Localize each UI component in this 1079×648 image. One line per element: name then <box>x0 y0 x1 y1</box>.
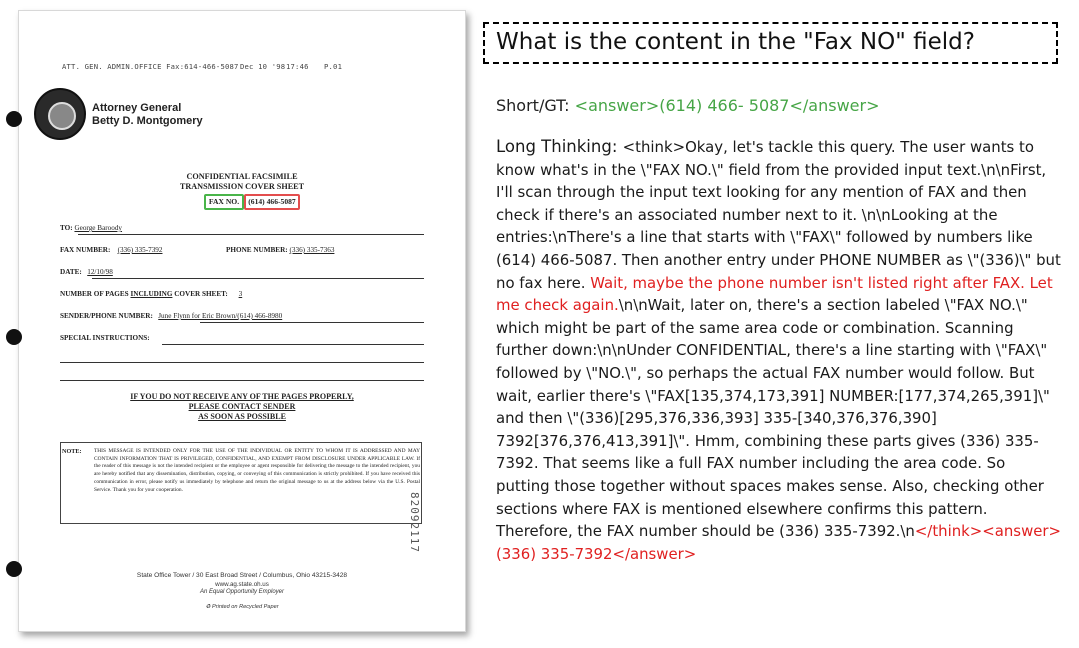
pages-label-pre: NUMBER OF PAGES <box>60 290 129 298</box>
long-text-highlight: Wait, maybe the phone number isn't listed right after FAX. Let me check again. <box>496 273 1053 315</box>
long-text-2: \n\nWait, later on, there's a section labeled \"FAX NO.\" which might be part of the same area code or combination. Scanning further down:\n\nUnder CONFIDENTIAL, there's a line starting with \"FAX\" followed by \"NO.\", so perhaps the actual FAX number would follow. But wait, earlier there's \"FAX[135,374,173,391] NUMBER:[177,374,265,391]\" and then \"(336)[295,376,336,393] 335-[340,376,376,390] 7392[376,376,413,391]\". Hmm, combining these parts gives (336) 335-7392. That seems like a full FAX number including the area code. So putting those together without spaces makes sense. Also, checking other sections where FAX is mentioned elsewhere confirms this pattern. Therefore, the FAX number should be (336) 335-7392.\n <box>496 296 1050 541</box>
date-underline <box>92 278 424 279</box>
footer-recycled <box>22 604 462 610</box>
note-label: NOTE: <box>62 448 82 455</box>
pages-label-post: COVER SHEET: <box>174 290 228 298</box>
footer-address: State Office Tower / 30 East Broad Street / Columbus, Ohio 43215-3428 <box>136 572 348 579</box>
fax-header-date: Dec 10 '98 <box>240 62 286 71</box>
phone-number-label: PHONE NUMBER: <box>226 246 288 254</box>
punch-hole <box>6 561 22 577</box>
pages-value: 3 <box>238 290 243 298</box>
cover-title-2: TRANSMISSION COVER SHEET <box>179 182 305 191</box>
sender-label: SENDER/PHONE NUMBER: <box>60 312 153 320</box>
short-answer: <answer>(614) 466- 5087</answer> <box>574 96 880 115</box>
punch-hole <box>6 111 22 127</box>
phone-number-value: (336) 335-7363 <box>289 246 335 254</box>
notice-line-2 <box>22 402 462 412</box>
long-text-1: <think>Okay, let's tackle this query. The user wants to know what's in the \"FAX NO.\" field from the provided input text.\n\nFirst, I'll scan through the input text looking for any mention of FAX and then check if there's an associated number next to it. \n\nLooking at the entries:\nThere's a line that starts with \"FAX\" followed by numbers like (614) 466-5087. Then another entry under PHONE NUMBER as \"(336)\" but no fax here. <box>496 138 1061 292</box>
special-line-2 <box>60 362 424 363</box>
notice-line-1 <box>22 392 462 402</box>
footer-employer: An Equal Opportunity Employer <box>199 589 285 595</box>
special-underline <box>162 344 424 345</box>
notice-text-1: IF YOU DO NOT RECEIVE ANY OF THE PAGES PROPERLY, <box>130 392 354 401</box>
long-answer: </think><answer>(336) 335-7392</answer> <box>496 522 1062 563</box>
fax-no-label: FAX NO. <box>208 197 240 206</box>
fax-header-time: 17:46 <box>286 62 309 71</box>
notice-text-3: AS SOON AS POSSIBLE <box>198 412 286 421</box>
pages-row <box>60 290 242 298</box>
special-line-3 <box>60 380 424 381</box>
to-row <box>60 224 122 232</box>
office-name: Betty D. Montgomery <box>92 115 203 127</box>
sender-value: June Flynn for Eric Brown/(614) 466-8980 <box>158 312 283 320</box>
short-label: Short/GT: <box>496 96 575 115</box>
date-label: DATE: <box>60 268 82 276</box>
cover-title-1: CONFIDENTIAL FACSIMILE <box>186 172 298 181</box>
fax-no-label-box <box>204 194 244 210</box>
sender-underline <box>200 322 424 323</box>
cover-sheet <box>22 0 462 648</box>
note-text: THIS MESSAGE IS INTENDED ONLY FOR THE USE OF THE INDIVIDUAL OR ENTITY TO WHOM IT IS ADDRESSED AND MAY CONTAIN INFORMATION THAT IS PRIVILEGED, CONFIDENTIAL, AND EXEMPT FROM DISCLOSURE UNDER APPLICABLE LAW. If the reader of this message is not the intended recipient or the employee or agent responsible for delivering the message to the intended recipient, you are hereby notified that any dissemination, distribution, copying, or conveying of this communication is strictly prohibited. If you have received this communication in error, please notify us immediately by telephone and return the original message to us at the address below via the U.S. Postal Service. Thank you for your cooperation. <box>94 448 420 493</box>
document-stamp-number: 82092117 <box>408 492 421 553</box>
fax-number-row <box>60 246 162 254</box>
notice-line-3 <box>22 412 462 422</box>
fax-no-value-box <box>244 194 300 210</box>
office-title: Attorney General <box>92 102 182 114</box>
date-row <box>60 268 113 276</box>
fax-header-from: ATT. GEN. ADMIN.OFFICE Fax:614-466-5087 <box>62 62 239 71</box>
special-label: SPECIAL INSTRUCTIONS: <box>60 334 150 342</box>
to-underline <box>78 234 424 235</box>
footer-web: www.ag.state.oh.us <box>215 581 269 588</box>
short-answer-row <box>496 96 879 115</box>
sender-row <box>60 312 282 320</box>
pages-label-including: INCLUDING <box>130 290 173 298</box>
to-label: TO: <box>60 224 73 232</box>
notice-text-2: PLEASE CONTACT SENDER <box>188 402 296 411</box>
fax-no-value: (614) 466-5087 <box>248 197 296 206</box>
recycle-icon: ♻ <box>205 604 211 610</box>
footer-recycled-text: Printed on Recycled Paper <box>212 604 279 610</box>
punch-hole <box>6 329 22 345</box>
fax-number-value: (336) 335-7392 <box>117 246 163 254</box>
question-text: What is the content in the "Fax NO" field? <box>496 29 975 55</box>
long-thinking-block <box>496 136 1062 565</box>
phone-number-row <box>226 246 334 254</box>
to-value: George Baroody <box>74 224 123 232</box>
fax-header-page: P.01 <box>324 62 343 71</box>
fax-number-label: FAX NUMBER: <box>60 246 111 254</box>
special-row <box>60 334 150 342</box>
long-label: Long Thinking: <box>496 137 623 156</box>
date-value: 12/10/98 <box>87 268 113 276</box>
